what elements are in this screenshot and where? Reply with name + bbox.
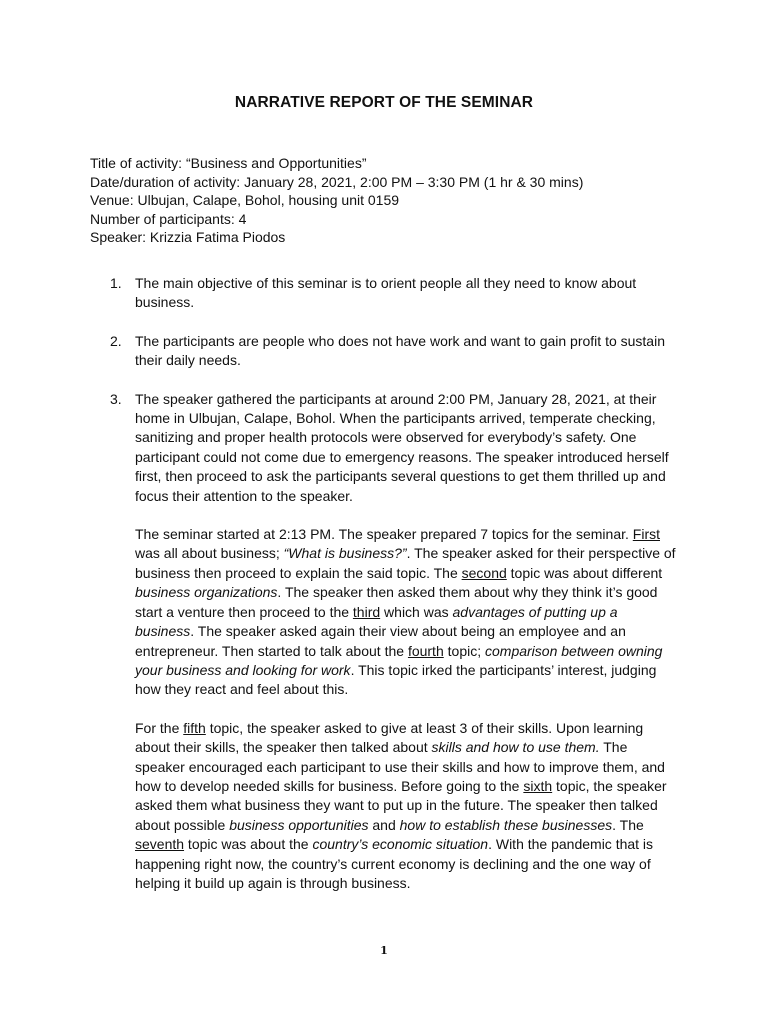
skills-paragraph [135, 719, 680, 894]
underlined-topic: First [632, 526, 660, 543]
text-run: topic, the speaker asked them what business they want to put up in the future. The speaker then talked about possible [135, 777, 667, 833]
text-run: was all about business; [135, 545, 284, 562]
underlined-topic: sixth [523, 777, 553, 794]
text-run: . With the pandemic that is happening right now, the country’s current economy is declining and the one way of helping it build up again is through business. [135, 836, 654, 891]
text-run: and [368, 816, 400, 833]
speaker: Speaker: Krizzia Fatima Piodos [90, 229, 286, 246]
text-run: which was [380, 603, 453, 620]
document-title: NARRATIVE REPORT OF THE SEMINAR [234, 94, 534, 111]
italic-topic: business organizations [135, 584, 278, 601]
text-run: For the [135, 719, 184, 736]
text-run: topic was about the [184, 836, 313, 853]
italic-topic: how to establish these businesses [399, 816, 613, 833]
underlined-topic: third [352, 603, 381, 620]
text-run: . The speaker asked again their view about being an employee and an entrepreneur. Then started to talk about the [135, 623, 626, 659]
topics-paragraph [135, 525, 680, 700]
text-run: topic; [443, 642, 485, 659]
text-run: . The [612, 816, 644, 833]
text-run: topic was about different [506, 564, 663, 581]
list-item [110, 390, 680, 506]
italic-topic: comparison between owning your business and looking for work [135, 642, 663, 678]
list-text: The participants are people who does not have work and want to gain profit to sustain their daily needs. [135, 332, 665, 369]
list-text: The speaker gathered the participants at around 2:00 PM, January 28, 2021, at their home in Ulbujan, Calape, Bohol. When the participants arrived, temperate checking, sanitizing and proper health protocols were observed for everybody’s safety. One participant could not come due to emergency reasons. The speaker introduced herself first, then proceed to ask the participants several questions to get them thrilled up and focus their attention to the speaker. [135, 390, 669, 504]
list-text: The main objective of this seminar is to orient people all they need to know about business. [135, 275, 637, 311]
italic-topic: skills and how to use them. [431, 739, 600, 756]
underlined-topic: fifth [183, 719, 206, 736]
underlined-topic: seventh [135, 836, 185, 853]
list-number: 2. [110, 332, 122, 349]
list-item [110, 332, 680, 371]
number-of-participants: Number of participants: 4 [90, 210, 247, 227]
numbered-list [110, 274, 680, 912]
italic-topic: advantages of putting up a business [135, 603, 618, 640]
text-run: . The speaker asked for their perspective of business then proceed to explain the said topic. The [135, 545, 676, 581]
text-run: . The speaker then asked them about why they think it’s good start a venture then proceed to the [135, 584, 658, 620]
text-run: . This topic irked the participants’ interest, judging how they react and feel about this. [135, 661, 657, 698]
text-run: The seminar started at 2:13 PM. The speaker prepared 7 topics for the seminar. [135, 526, 633, 543]
text-run: topic, the speaker asked to give at least 3 of their skills. Upon learning about their skills, the speaker then talked about [135, 719, 644, 756]
list-item [110, 274, 680, 313]
italic-topic: “What is business?” [283, 545, 407, 562]
venue: Venue: Ulbujan, Calape, Bohol, housing unit 0159 [90, 192, 400, 209]
date-duration: Date/duration of activity: January 28, 2021, 2:00 PM – 3:30 PM (1 hr & 30 mins) [90, 173, 584, 190]
list-number: 3. [110, 390, 122, 407]
text-run: The speaker encouraged each participant to use their skills and how to improve them, and how to develop needed skills for business. Before going to the [135, 739, 665, 794]
underlined-topic: second [461, 564, 507, 581]
page-number: 1 [380, 944, 388, 957]
title-of-activity: Title of activity: “Business and Opportunities” [90, 155, 367, 171]
italic-topic: business opportunities [229, 816, 369, 833]
list-number: 1. [110, 275, 122, 291]
italic-topic: country’s economic situation [312, 836, 489, 853]
underlined-topic: fourth [407, 642, 444, 659]
activity-info [90, 154, 583, 247]
